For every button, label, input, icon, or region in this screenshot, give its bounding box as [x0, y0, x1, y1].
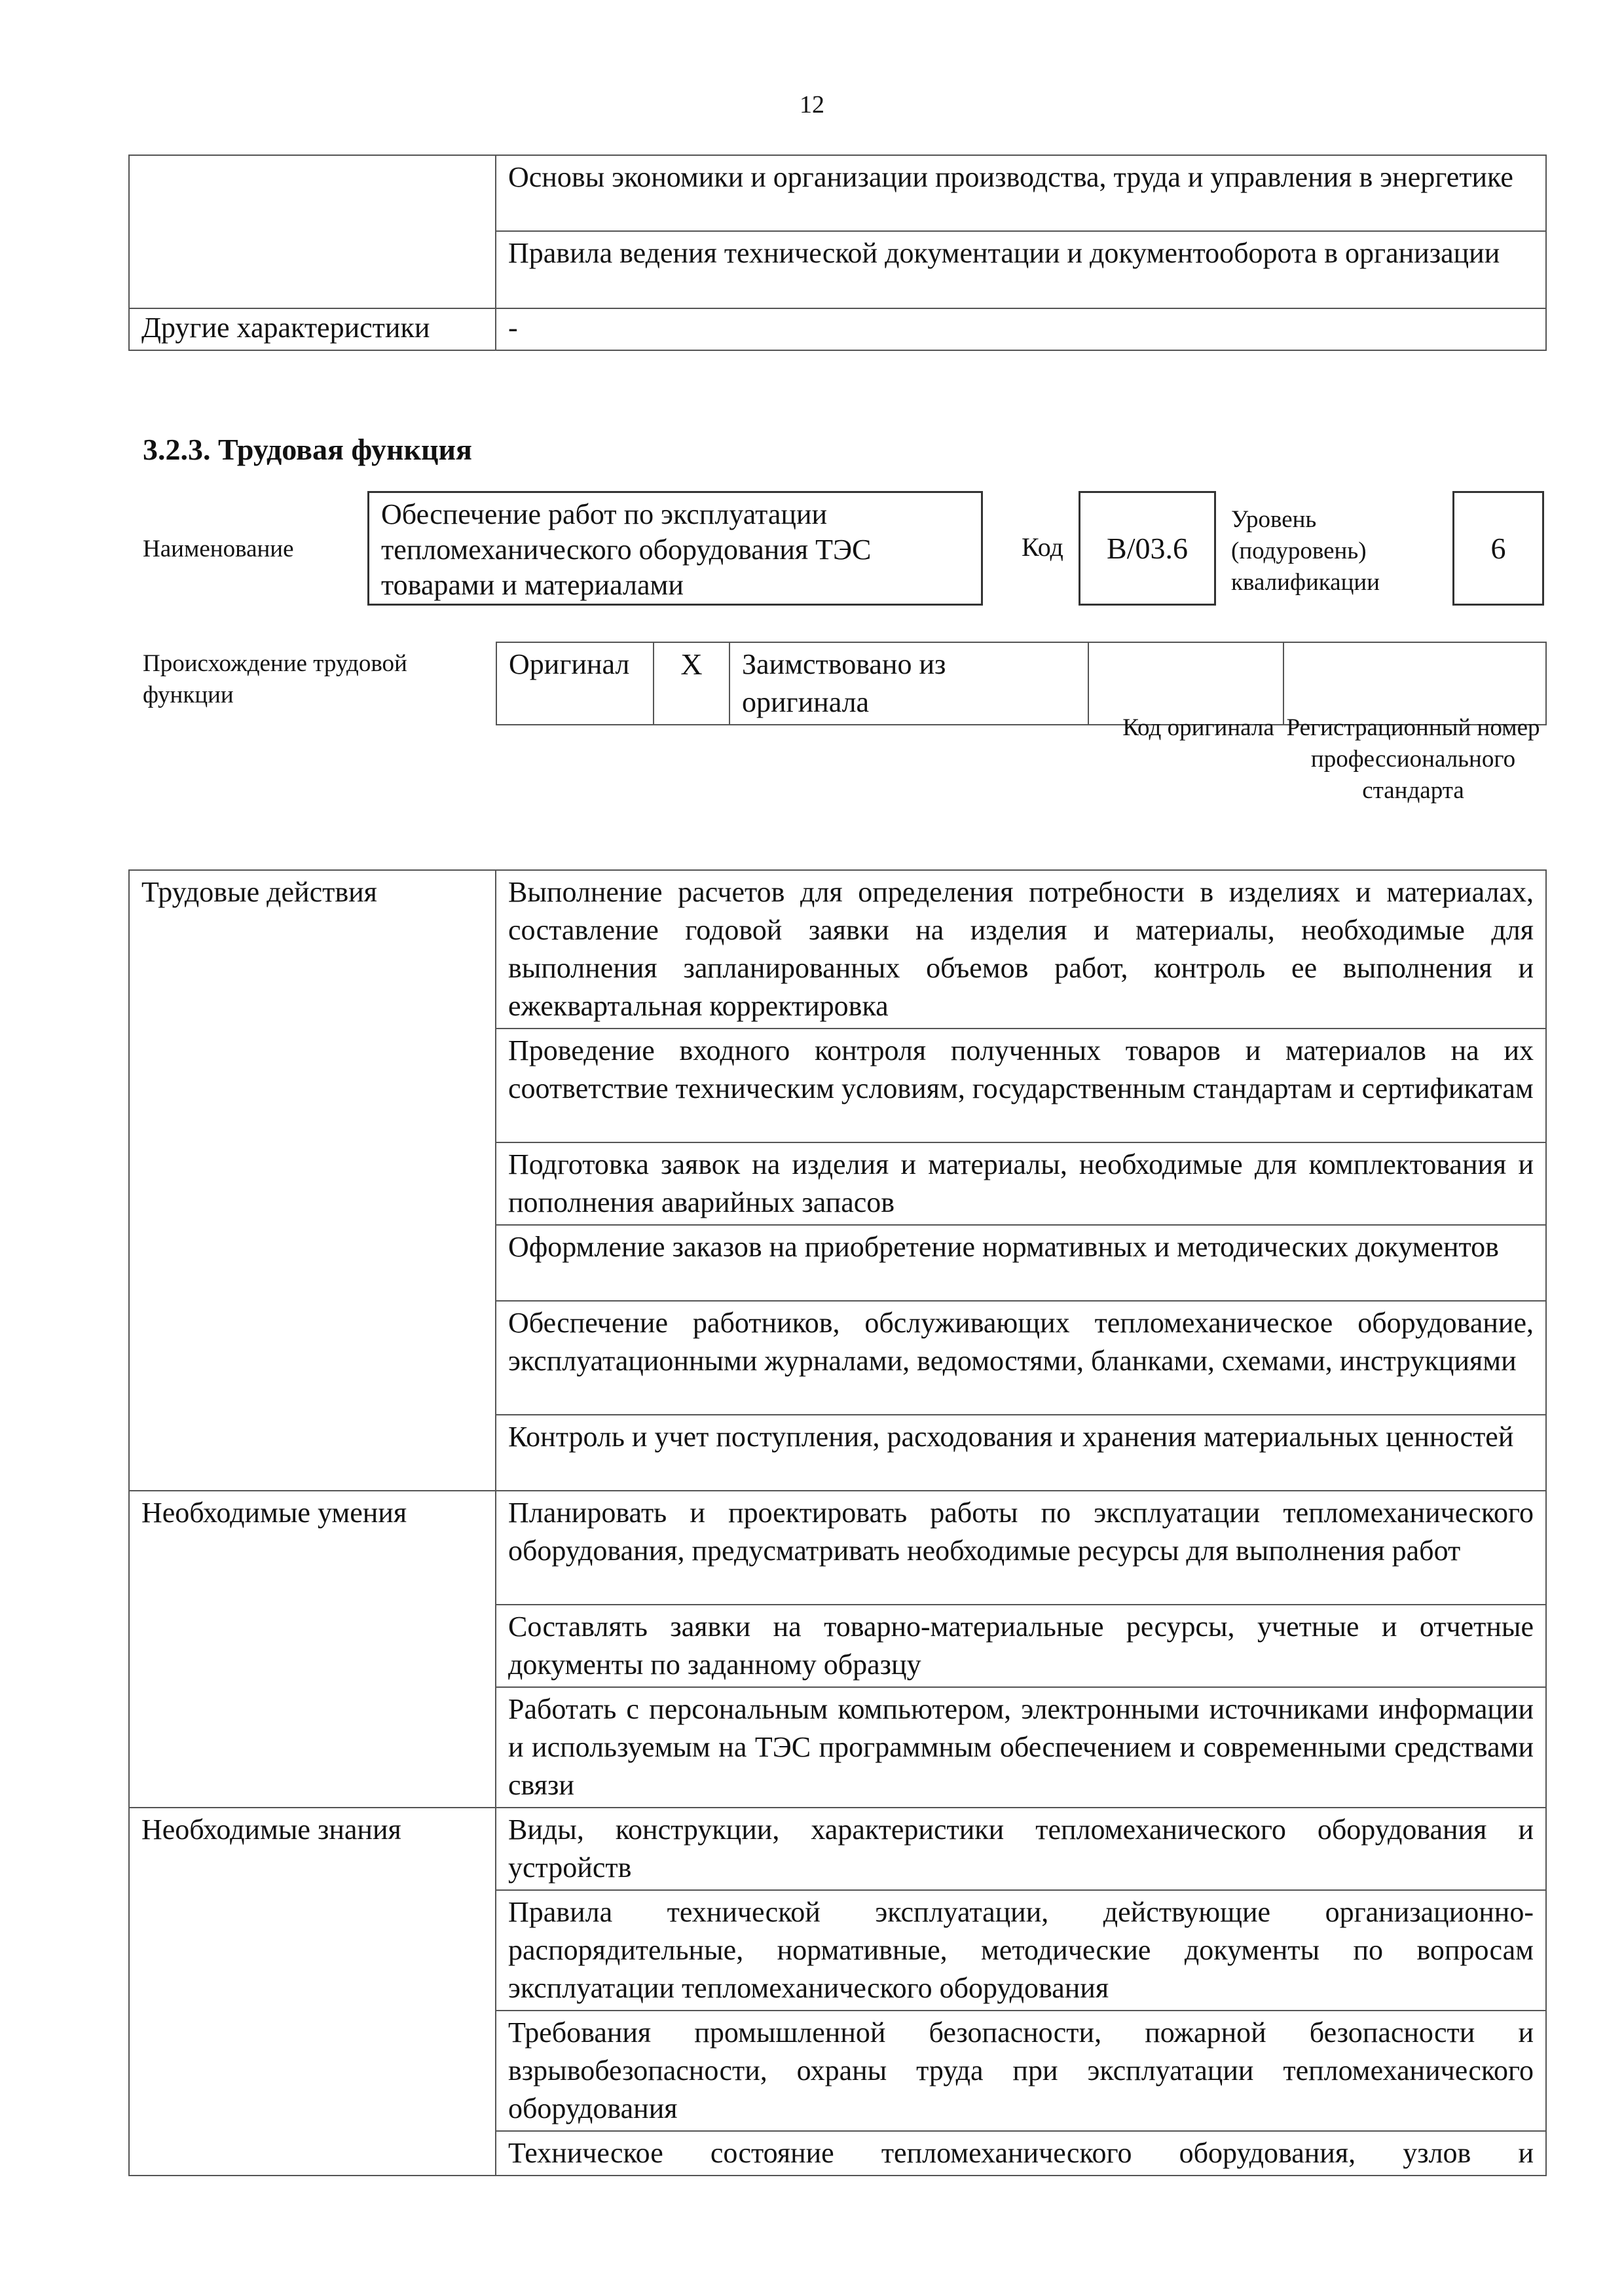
table-row: [129, 870, 1546, 1029]
row-label: Трудовые действия: [129, 870, 496, 1491]
function-table: [128, 869, 1547, 2176]
level-box: [1452, 491, 1544, 606]
required-knowledge: Виды, конструкции, характеристики тепломеханического оборудования и устройств: [496, 1808, 1546, 1890]
labor-action: Выполнение расчетов для определения потребности в изделиях и материалах, составление годовой заявки на изделия и материалы, необходимые для выполнения запланированных объемов работ, контроль ее выполнения и ежеквартальная корректировка: [496, 870, 1546, 1029]
labor-action: Проведение входного контроля полученных товаров и материалов на их соответствие техническим условиям, государственным стандартам и сертификатам: [496, 1029, 1546, 1142]
required-skill: Планировать и проектировать работы по эксплуатации тепломеханического оборудования, предусматривать необходимые ресурсы для выполнения работ: [496, 1491, 1546, 1605]
required-skill: Работать с персональным компьютером, электронными источниками информации и используемым на ТЭС программным обеспечением и современными средствами связи: [496, 1687, 1546, 1808]
labor-action: Оформление заказов на приобретение нормативных и методических документов: [496, 1225, 1546, 1301]
level-label: Уровень (подуровень) квалификации: [1231, 506, 1380, 596]
required-knowledge: Техническое состояние тепломеханического оборудования, узлов и: [496, 2131, 1546, 2176]
table-row: [129, 1491, 1546, 1605]
row-value: -: [496, 308, 1546, 350]
knowledge-item: Правила ведения технической документации и документооборота в организации: [496, 231, 1546, 308]
table-row: [129, 308, 1546, 350]
name-value: Обеспечение работ по эксплуатации тепломеханического оборудования ТЭС товарами и материалами: [381, 498, 872, 601]
original-mark: X: [654, 642, 729, 725]
knowledge-item: Основы экономики и организации производства, труда и управления в энергетике: [496, 155, 1546, 231]
row-label: Необходимые умения: [129, 1491, 496, 1808]
continued-table: [128, 155, 1547, 351]
required-knowledge: Требования промышленной безопасности, пожарной безопасности и взрывобезопасности, охраны труда при эксплуатации тепломеханического оборудования: [496, 2011, 1546, 2131]
row-label: Другие характеристики: [129, 308, 496, 350]
required-knowledge: Правила технической эксплуатации, действующие организационно-распорядительные, нормативные, методические документы по вопросам эксплуатации тепломеханического оборудования: [496, 1890, 1546, 2011]
section-heading: 3.2.3. Трудовая функция: [143, 433, 472, 466]
original-label: Оригинал: [496, 642, 654, 725]
labor-action: Обеспечение работников, обслуживающих тепломеханическое оборудование, эксплуатационными журналами, ведомостями, бланками, схемами, инструкциями: [496, 1301, 1546, 1415]
registration-caption: Регистрационный номер профессионального стандарта: [1286, 714, 1540, 804]
name-value-box: [367, 491, 983, 606]
page-number: 12: [800, 91, 824, 118]
table-row: [129, 1808, 1546, 1890]
code-label: Код: [1022, 532, 1063, 562]
code-box: [1079, 491, 1216, 606]
level-value: 6: [1490, 532, 1506, 565]
required-skill: Составлять заявки на товарно-материальные ресурсы, учетные и отчетные документы по заданному образцу: [496, 1605, 1546, 1687]
table-row: [129, 155, 1546, 231]
code-caption: Код оригинала: [1122, 714, 1274, 741]
row-label: [129, 155, 496, 308]
origin-label: Происхождение трудовой функции: [143, 650, 407, 708]
name-label: Наименование: [143, 536, 294, 562]
code-value: B/03.6: [1107, 532, 1188, 565]
labor-action: Контроль и учет поступления, расходования и хранения материальных ценностей: [496, 1415, 1546, 1491]
labor-action: Подготовка заявок на изделия и материалы, необходимые для комплектования и пополнения аварийных запасов: [496, 1142, 1546, 1225]
row-label: Необходимые знания: [129, 1808, 496, 2176]
borrowed-label: Заимствовано из оригинала: [729, 642, 1088, 725]
